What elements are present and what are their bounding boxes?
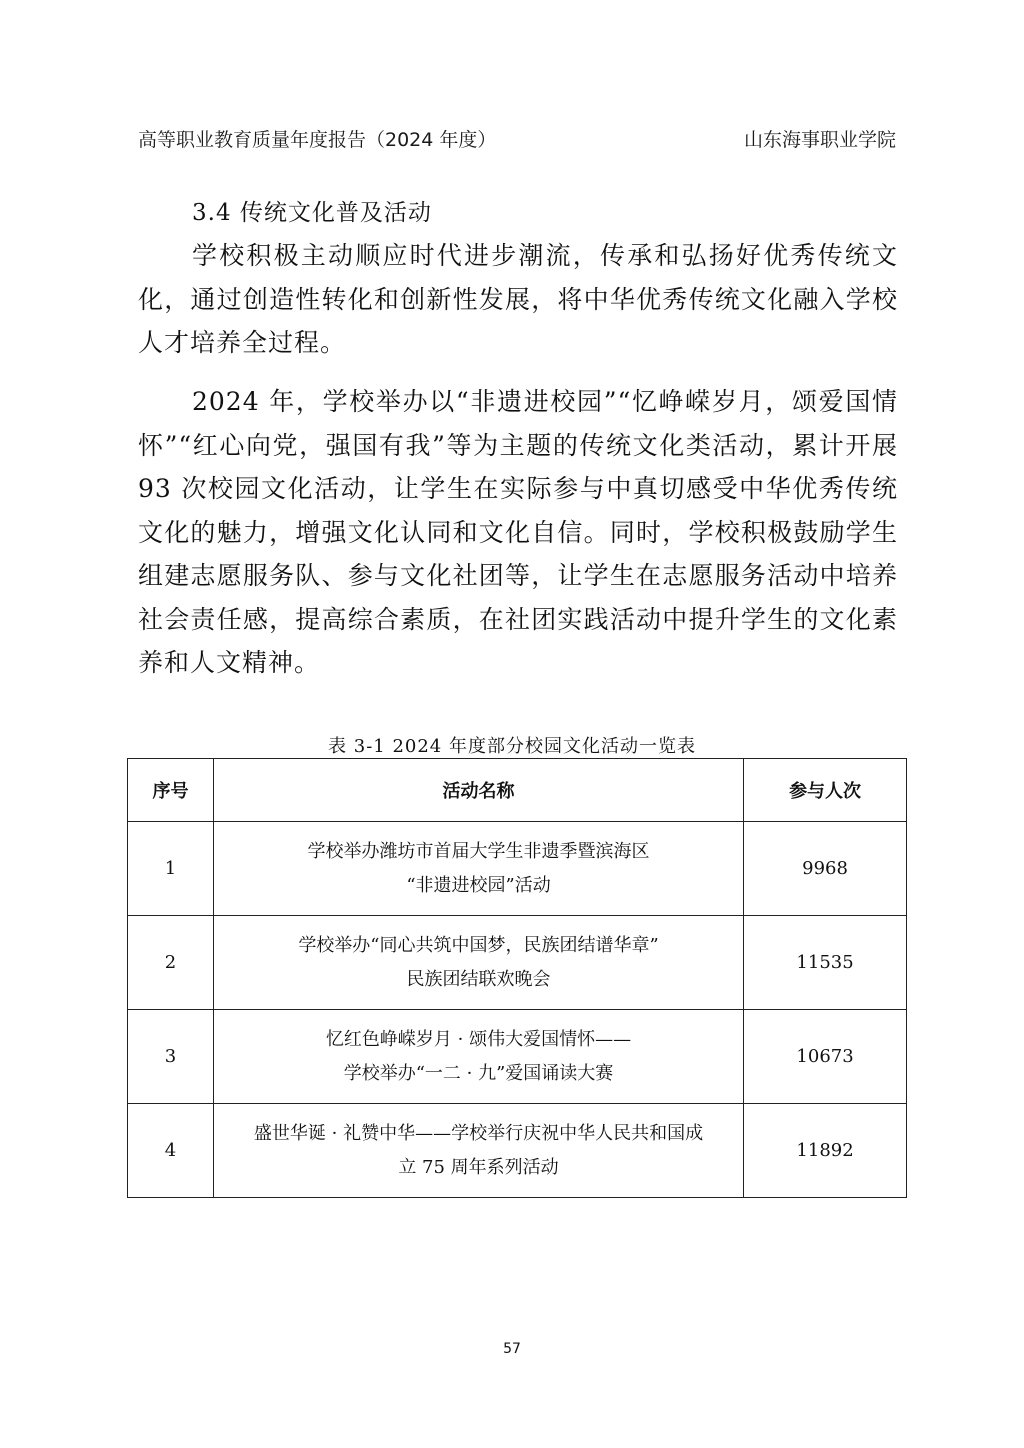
activity-name-line: 民族团结联欢晚会 [406,968,551,990]
activity-name-line: 盛世华诞 · 礼赞中华——学校举行庆祝中华人民共和国成 [253,1122,704,1144]
table-row [128,916,907,1010]
section-title: 3.4 传统文化普及活动 [192,200,432,226]
table-row [128,1010,907,1104]
row-activity-name [213,1104,743,1198]
table-row [128,1104,907,1198]
activity-name-line: 学校举办“同心共筑中国梦，民族团结谱华章” [298,934,659,956]
row-participants: 11892 [744,1104,907,1198]
activity-name-line: 忆红色峥嵘岁月 · 颂伟大爱国情怀—— [325,1028,632,1050]
row-no: 4 [128,1104,214,1198]
row-activity-name [213,822,743,916]
paragraph-intro: 学校积极主动顺应时代进步潮流，传承和弘扬好优秀传统文化，通过创造性转化和创新性发展，将中华优秀传统文化融入学校人才培养全过程。 [138,241,898,357]
header-participants: 参与人次 [744,759,907,822]
activity-name-line: 学校举办潍坊市首届大学生非遗季暨滨海区 [307,840,650,862]
activity-name-line: “非遗进校园”活动 [406,874,551,896]
row-participants: 9968 [744,822,907,916]
row-activity-name [213,916,743,1010]
activity-name-line: 学校举办“一二 · 九”爱国诵读大赛 [343,1062,614,1084]
row-participants: 11535 [744,916,907,1010]
paragraph-activities: 2024 年，学校举办以“非遗进校园”“忆峥嵘岁月，颂爱国情怀”“红心向党，强国有我”等为主题的传统文化类活动，累计开展 93 次校园文化活动，让学生在实际参与中真切感受中华优秀传统文化的魅力，增强文化认同和文化自信。同时，学校积极鼓励学生组建志愿服务队、参与文化社团等，让学生在志愿服务活动中培养社会责任感，提高综合素质，在社团实践活动中提升学生的文化素养和人文精神。 [138,387,898,677]
table-row [128,822,907,916]
header-report-title: 高等职业教育质量年度报告（2024 年度） [138,129,497,151]
table-caption: 表 3-1 2024 年度部分校园文化活动一览表 [328,736,696,757]
table-header-row [128,759,907,822]
row-no: 1 [128,822,214,916]
page-number: 57 [503,1341,521,1357]
header-no: 序号 [128,759,214,822]
header-activity-name: 活动名称 [213,759,743,822]
header-school-name: 山东海事职业学院 [743,129,896,151]
row-participants: 10673 [744,1010,907,1104]
activity-name-line: 立 75 周年系列活动 [398,1156,559,1178]
row-no: 3 [128,1010,214,1104]
page-header [138,125,896,152]
row-activity-name [213,1010,743,1104]
row-no: 2 [128,916,214,1010]
activities-table [127,758,907,1198]
